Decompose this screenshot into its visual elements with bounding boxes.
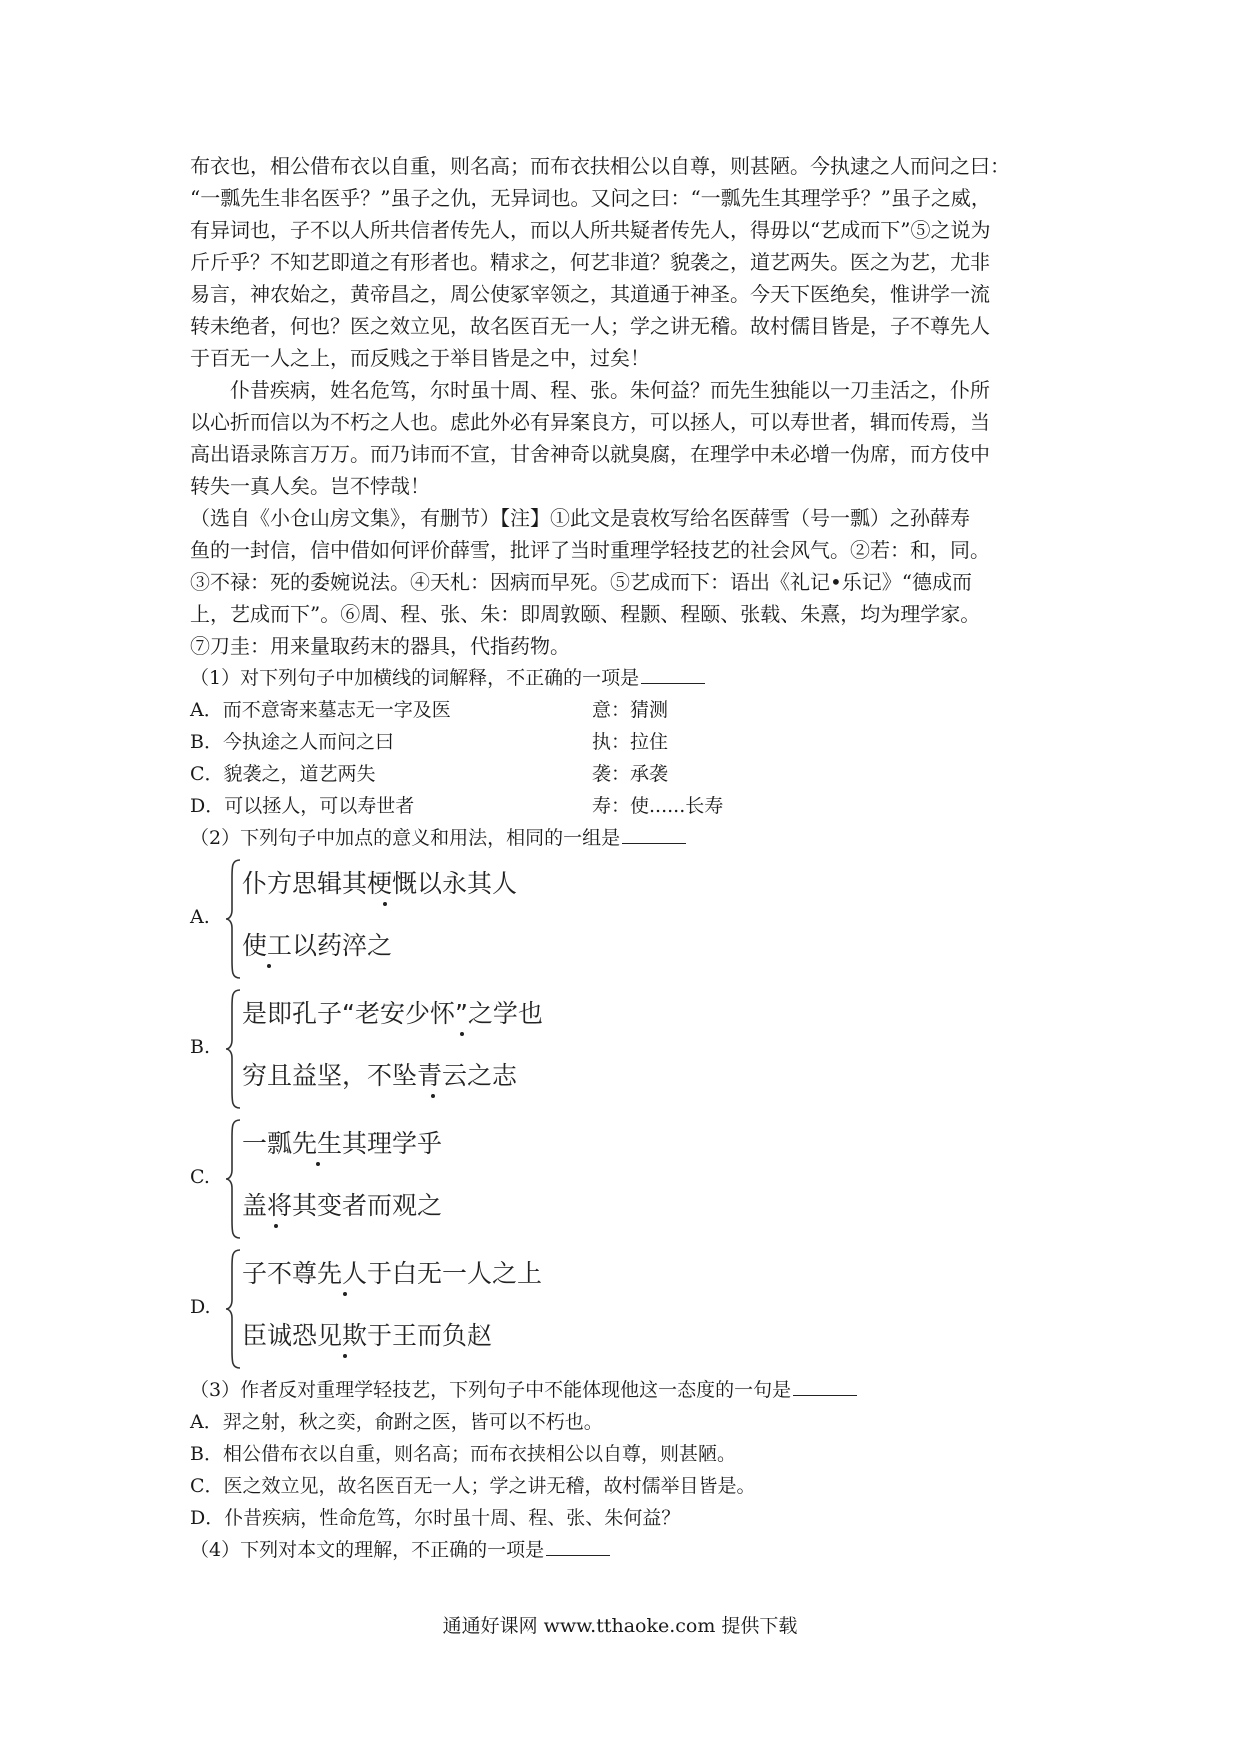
group-sentence-top: 一瓢先生其理学乎 [242,1129,443,1158]
emphasis-dot [274,1224,278,1228]
option-row [190,694,1060,726]
question-text: （1）对下列句子中加横线的词解释，不正确的一项是 [190,667,640,689]
option-group-c [190,1114,1060,1244]
group-sentence-bottom: 使工以药淬之 [242,931,393,960]
question-4 [190,1534,1060,1566]
left-brace-icon [224,1118,242,1240]
passage-line: 布衣也，相公借布衣以自重，则名高；而布衣扶相公以自尊，则甚陋。今执逮之人而问之曰： [190,154,1010,178]
page-footer: 通通好课网 www.tthaoke.com 提供下载 [442,1615,798,1637]
answer-blank[interactable] [793,1375,857,1396]
document-body [190,150,1060,1566]
note-line: 上，艺成而下”。⑥周、程、张、朱：即周敦颐、程颢、程颐、张载、朱熹，均为理学家。 [190,602,981,626]
question-3 [190,1374,1060,1534]
option-sentence: A．而不意寄来墓志无一字及医 [190,699,451,721]
question-text: （3）作者反对重理学轻技艺，下列句子中不能体现他这一态度的一句是 [190,1379,792,1401]
option-explanation: 执：拉住 [592,731,669,753]
question-1 [190,662,1060,822]
passage-line: 转未绝者，何也？医之效立见，故名医百无一人；学之讲无稽。故村儒目皆是，子不尊先人 [190,314,990,338]
question-title [190,662,1060,694]
note-line: ⑦刀圭：用来量取药末的器具，代指药物。 [190,634,570,658]
option-group-d [190,1244,1060,1374]
passage-line: 以心折而信以为不朽之人也。虑此外必有异案良方，可以拯人，可以寿世者，辑而传焉，当 [190,410,990,434]
emphasis-dot [316,1162,320,1166]
option-letter: B. [190,1036,211,1058]
note-line: 鱼的一封信，信中借如何评价薛雪，批评了当时重理学轻技艺的社会风气。②若：和，同。 [190,538,990,562]
group-sentence-bottom: 盖将其变者而观之 [242,1191,443,1220]
option-group-a [190,854,1060,984]
passage-line: 高出语录陈言万万。而乃讳而不宣，甘舍神奇以就臭腐，在理学中未必增一伪席，而方伎中 [190,442,990,466]
option-sentence: B．今执途之人而问之曰 [190,731,394,753]
note-line: （选自《小仓山房文集》，有删节）【注】①此文是袁枚写给名医薛雪（号一瓢）之孙薛寿 [190,506,970,530]
passage-line: “一瓢先生非名医乎？”虽子之仇，无异词也。又问之曰：“一瓢先生其理学乎？”虽子之威， [190,186,991,210]
note-line: ③不禄：死的委婉说法。④天札：因病而早死。⑤艺成而下：语出《礼记•乐记》“德成而 [190,570,973,594]
passage-line: 斤斤乎？不知艺即道之有形者也。精求之，何艺非道？貌袭之，道艺两失。医之为艺，尤非 [190,250,990,274]
option-sentence: C．貌袭之，道艺两失 [190,763,376,785]
option-line: C．医之效立见，故名医百无一人；学之讲无稽，故村儒举目皆是。 [190,1475,756,1497]
group-sentence-bottom: 臣诚恐见欺于王而负赵 [242,1321,493,1350]
option-sentence: D．可以拯人，可以寿世者 [190,795,415,817]
passage-paragraph-1 [190,150,1060,374]
option-explanation: 意：猜测 [592,699,669,721]
passage-line: 仆昔疾病，姓名危笃，尔时虽十周、程、张。朱何益？而先生独能以一刀圭活之，仆所 [230,378,990,402]
emphasis-dot [431,1094,435,1098]
group-sentence-top: 仆方思辑其梗慨以永其人 [242,869,518,898]
group-sentence-top: 是即孔子“老安少怀”之学也 [242,999,543,1028]
answer-blank[interactable] [641,663,705,684]
emphasis-dot [343,1354,347,1358]
emphasis-dot [460,1032,464,1036]
emphasis-dot [383,902,387,906]
question-text: （2）下列句子中加点的意义和用法，相同的一组是 [190,827,621,849]
passage-paragraph-2 [190,374,1060,502]
question-title [190,1374,1060,1406]
option-letter: C. [190,1166,210,1188]
option-letter: D. [190,1296,211,1318]
footnotes [190,502,1060,662]
left-brace-icon [224,1248,242,1370]
emphasis-dot [267,964,271,968]
group-sentence-top: 子不尊先人于白无一人之上 [242,1259,543,1288]
question-2 [190,822,1060,1374]
option-line: D．仆昔疾病，性命危笃，尔时虽十周、程、张、朱何益？ [190,1507,681,1529]
left-brace-icon [224,858,242,980]
option-row [190,726,1060,758]
option-row [190,758,1060,790]
question-title [190,1534,1060,1566]
passage-line: 转失一真人矣。岂不悖哉！ [190,474,430,498]
answer-blank[interactable] [622,823,686,844]
option-letter: A. [190,906,210,928]
left-brace-icon [224,988,242,1110]
option-row [190,790,1060,822]
option-line: A．羿之射，秋之奕，俞跗之医，皆可以不朽也。 [190,1411,603,1433]
option-line: B．相公借布衣以自重，则名高；而布衣挟相公以自尊，则甚陋。 [190,1443,736,1465]
question-text: （4）下列对本文的理解，不正确的一项是 [190,1539,545,1561]
group-sentence-bottom: 穷且益坚，不坠青云之志 [242,1061,518,1090]
option-explanation: 袭：承袭 [592,763,669,785]
question-title [190,822,1060,854]
passage-line: 有异词也，子不以人所共信者传先人，而以人所共疑者传先人，得毋以“艺成而下”⑤之说为 [190,218,991,242]
option-group-b [190,984,1060,1114]
option-explanation: 寿：使......长寿 [592,795,724,817]
passage-line: 于百无一人之上，而反贱之于举目皆是之中，过矣！ [190,346,650,370]
emphasis-dot [343,1292,347,1296]
passage-line: 易言，神农始之，黄帝昌之，周公使冢宰领之，其道通于神圣。今天下医绝矣，惟讲学一流 [190,282,990,306]
answer-blank[interactable] [546,1535,610,1556]
